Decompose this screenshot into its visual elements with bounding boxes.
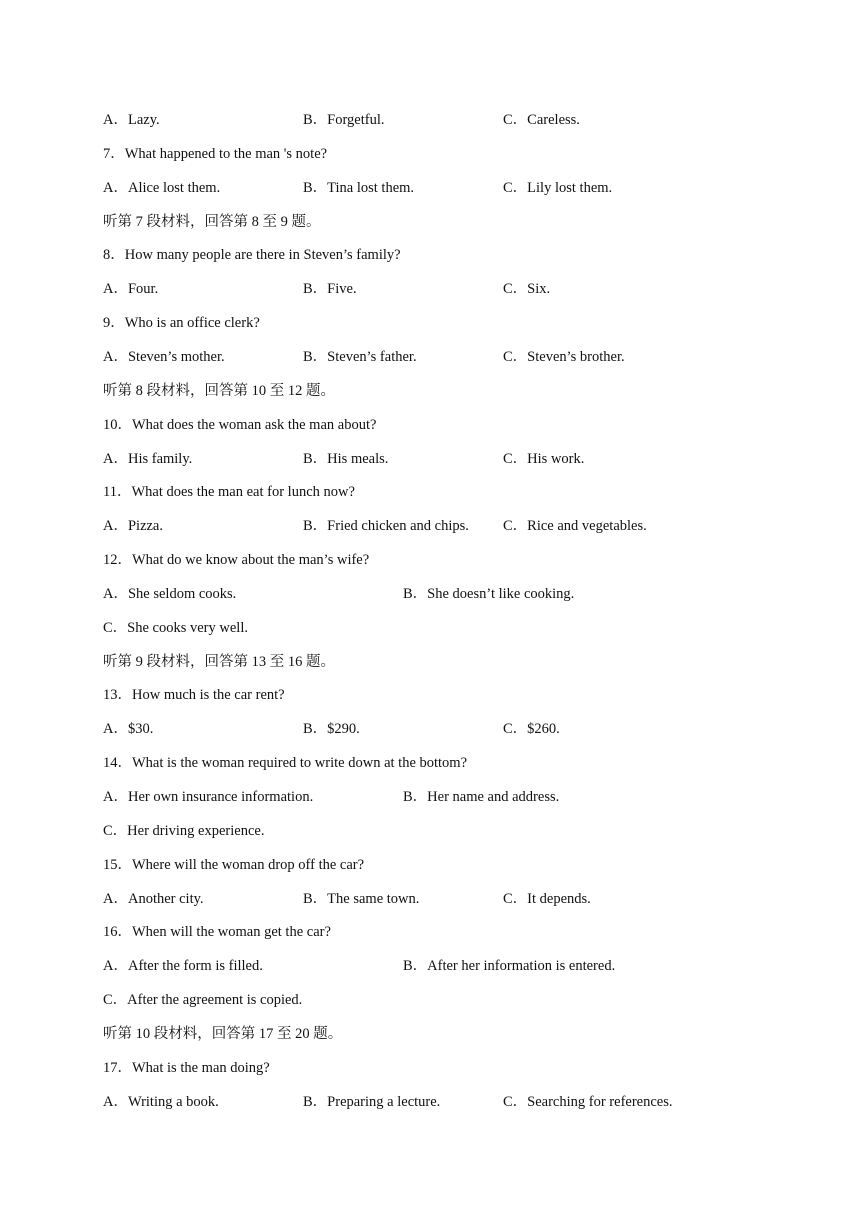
answer-option: C．Searching for references.: [503, 1094, 673, 1110]
option-row: [103, 786, 820, 808]
answer-option: C．It depends.: [503, 891, 591, 907]
section-instruction: 听第 9 段材料，回答第 13 至 16 题。: [103, 654, 335, 670]
answer-option: C．Her driving experience.: [103, 823, 265, 839]
answer-option: B．She doesn’t like cooking.: [403, 586, 575, 602]
answer-option: C．Lily lost them.: [503, 180, 613, 196]
option-row: [103, 1091, 820, 1113]
option-row: [103, 448, 820, 470]
answer-option: A．She seldom cooks.: [103, 586, 237, 602]
answer-option: A．Four.: [103, 281, 159, 297]
answer-option: B．Her name and address.: [403, 789, 560, 805]
answer-option: B．Forgetful.: [303, 112, 385, 128]
question-text: 12．What do we know about the man’s wife?: [103, 552, 370, 568]
option-row: [103, 955, 820, 977]
answer-option: A．His family.: [103, 451, 193, 467]
option-row: [103, 177, 820, 199]
answer-option: B．Tina lost them.: [303, 180, 415, 196]
answer-option: B．After her information is entered.: [403, 958, 616, 974]
answer-option: C．Steven’s brother.: [503, 349, 625, 365]
question-text: 8．How many people are there in Steven’s family?: [103, 247, 401, 263]
option-row: [103, 888, 820, 910]
option-row: [103, 278, 820, 300]
option-row: [103, 617, 820, 639]
answer-option: A．Writing a book.: [103, 1094, 219, 1110]
answer-option: A．Lazy.: [103, 112, 160, 128]
question-text: 14．What is the woman required to write down at the bottom?: [103, 755, 468, 771]
answer-option: B．Fried chicken and chips.: [303, 518, 469, 534]
answer-option: B．Steven’s father.: [303, 349, 417, 365]
answer-option: B．The same town.: [303, 891, 420, 907]
question-text: 13．How much is the car rent?: [103, 687, 285, 703]
answer-option: B．Preparing a lecture.: [303, 1094, 441, 1110]
answer-option: C．Six.: [503, 281, 551, 297]
option-row: [103, 718, 820, 740]
answer-option: A．After the form is filled.: [103, 958, 263, 974]
answer-option: A．Pizza.: [103, 518, 163, 534]
question-text: 7．What happened to the man 's note?: [103, 146, 328, 162]
section-instruction: 听第 8 段材料，回答第 10 至 12 题。: [103, 383, 335, 399]
question-text: 16．When will the woman get the car?: [103, 924, 331, 940]
answer-option: C．Careless.: [503, 112, 580, 128]
question-text: 17．What is the man doing?: [103, 1060, 270, 1076]
option-row: [103, 109, 820, 131]
question-text: 9．Who is an office clerk?: [103, 315, 260, 331]
section-instruction: 听第 7 段材料，回答第 8 至 9 题。: [103, 214, 321, 230]
answer-option: A．Her own insurance information.: [103, 789, 314, 805]
question-text: 10．What does the woman ask the man about?: [103, 417, 377, 433]
option-row: [103, 820, 820, 842]
answer-option: C．$260.: [503, 721, 560, 737]
option-row: [103, 346, 820, 368]
answer-option: A．$30.: [103, 721, 154, 737]
answer-option: B．$290.: [303, 721, 360, 737]
answer-option: A．Another city.: [103, 891, 204, 907]
answer-option: C．His work.: [503, 451, 585, 467]
question-text: 11．What does the man eat for lunch now?: [103, 484, 355, 500]
section-instruction: 听第 10 段材料，回答第 17 至 20 题。: [103, 1026, 343, 1042]
option-row: [103, 583, 820, 605]
answer-option: A．Alice lost them.: [103, 180, 221, 196]
option-row: [103, 515, 820, 537]
answer-option: C．After the agreement is copied.: [103, 992, 303, 1008]
answer-option: B．His meals.: [303, 451, 389, 467]
answer-option: A．Steven’s mother.: [103, 349, 225, 365]
option-row: [103, 989, 820, 1011]
answer-option: B．Five.: [303, 281, 357, 297]
question-text: 15．Where will the woman drop off the car?: [103, 857, 365, 873]
answer-option: C．She cooks very well.: [103, 620, 248, 636]
answer-option: C．Rice and vegetables.: [503, 518, 647, 534]
